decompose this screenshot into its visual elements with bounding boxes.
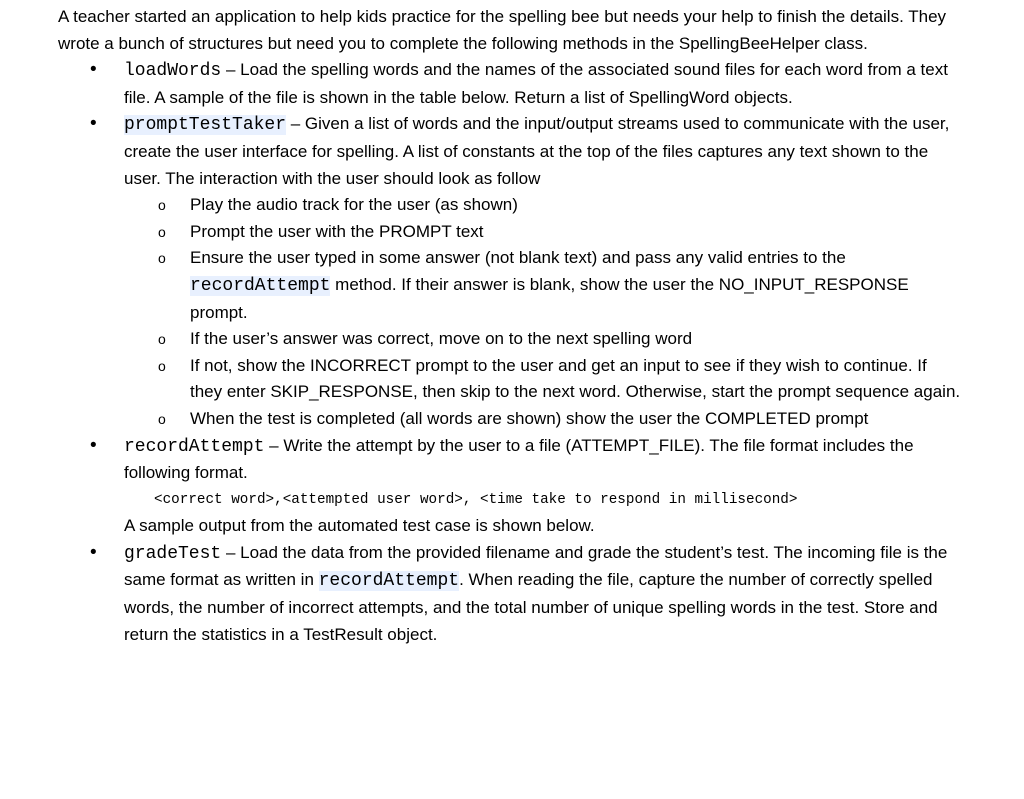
step-item: o When the test is completed (all words are shown) show the user the COMPLETED prompt <box>124 406 963 433</box>
step-text: Ensure the user typed in some answer (not blank text) and pass any valid entries to the <box>190 248 846 268</box>
method-description: – Load the data from the provided filename and grade the student’s test. The incoming file is the same format as written in <box>124 542 948 590</box>
method-item-loadwords <box>58 57 963 111</box>
method-description: – Load the spelling words and the names of the associated sound files for each word from a text file. A sample of the file is shown in the table below. Return a list of SpellingWord objects. <box>124 60 948 107</box>
step-item <box>124 245 963 326</box>
file-format-line: <correct word>,<attempted user word>, <time take to respond in millisecond> <box>154 491 798 508</box>
method-reference: recordAttempt <box>318 571 460 592</box>
method-item-gradetest <box>58 540 963 648</box>
step-item: o Prompt the user with the PROMPT text <box>124 219 963 246</box>
step-item: o Play the audio track for the user (as shown) <box>124 192 963 219</box>
step-item: o If not, show the INCORRECT prompt to the user and get an input to see if they wish to continue. If they enter SKIP_RESPONSE, then skip to the next word. Otherwise, start the prompt sequence again. <box>124 353 963 406</box>
method-reference: recordAttempt <box>190 275 331 296</box>
document-body <box>58 4 963 648</box>
method-description: – Given a list of words and the input/output streams used to communicate with the user, create the user interface for spelling. A list of constants at the top of the files captures any text shown to the user. The interaction with the user should look as follow <box>124 114 950 188</box>
intro-paragraph: A teacher started an application to help kids practice for the spelling bee but needs your help to finish the details. They wrote a bunch of structures but need you to complete the following methods in the SpellingBeeHelper class. <box>58 7 947 53</box>
method-description-tail: . When reading the file, capture the number of correctly spelled words, the number of incorrect attempts, and the total number of unique spelling words in the test. Store and return the statistics in a TestResult object. <box>124 570 938 644</box>
method-item-recordattempt <box>58 433 963 540</box>
step-item: o If the user’s answer was correct, move on to the next spelling word <box>124 326 963 353</box>
method-description: – Write the attempt by the user to a file (ATTEMPT_FILE). The file format includes the following format. <box>124 435 914 483</box>
method-name: loadWords <box>124 61 222 82</box>
method-name: recordAttempt <box>124 436 265 457</box>
method-list <box>58 57 963 648</box>
method-name: promptTestTaker <box>124 115 287 136</box>
method-item-prompttesttaker <box>58 111 963 432</box>
sample-output-note: A sample output from the automated test case is shown below. <box>124 516 595 536</box>
method-name: gradeTest <box>124 543 222 564</box>
step-list <box>124 192 963 432</box>
step-text-tail: method. If their answer is blank, show the user the NO_INPUT_RESPONSE prompt. <box>190 274 909 322</box>
